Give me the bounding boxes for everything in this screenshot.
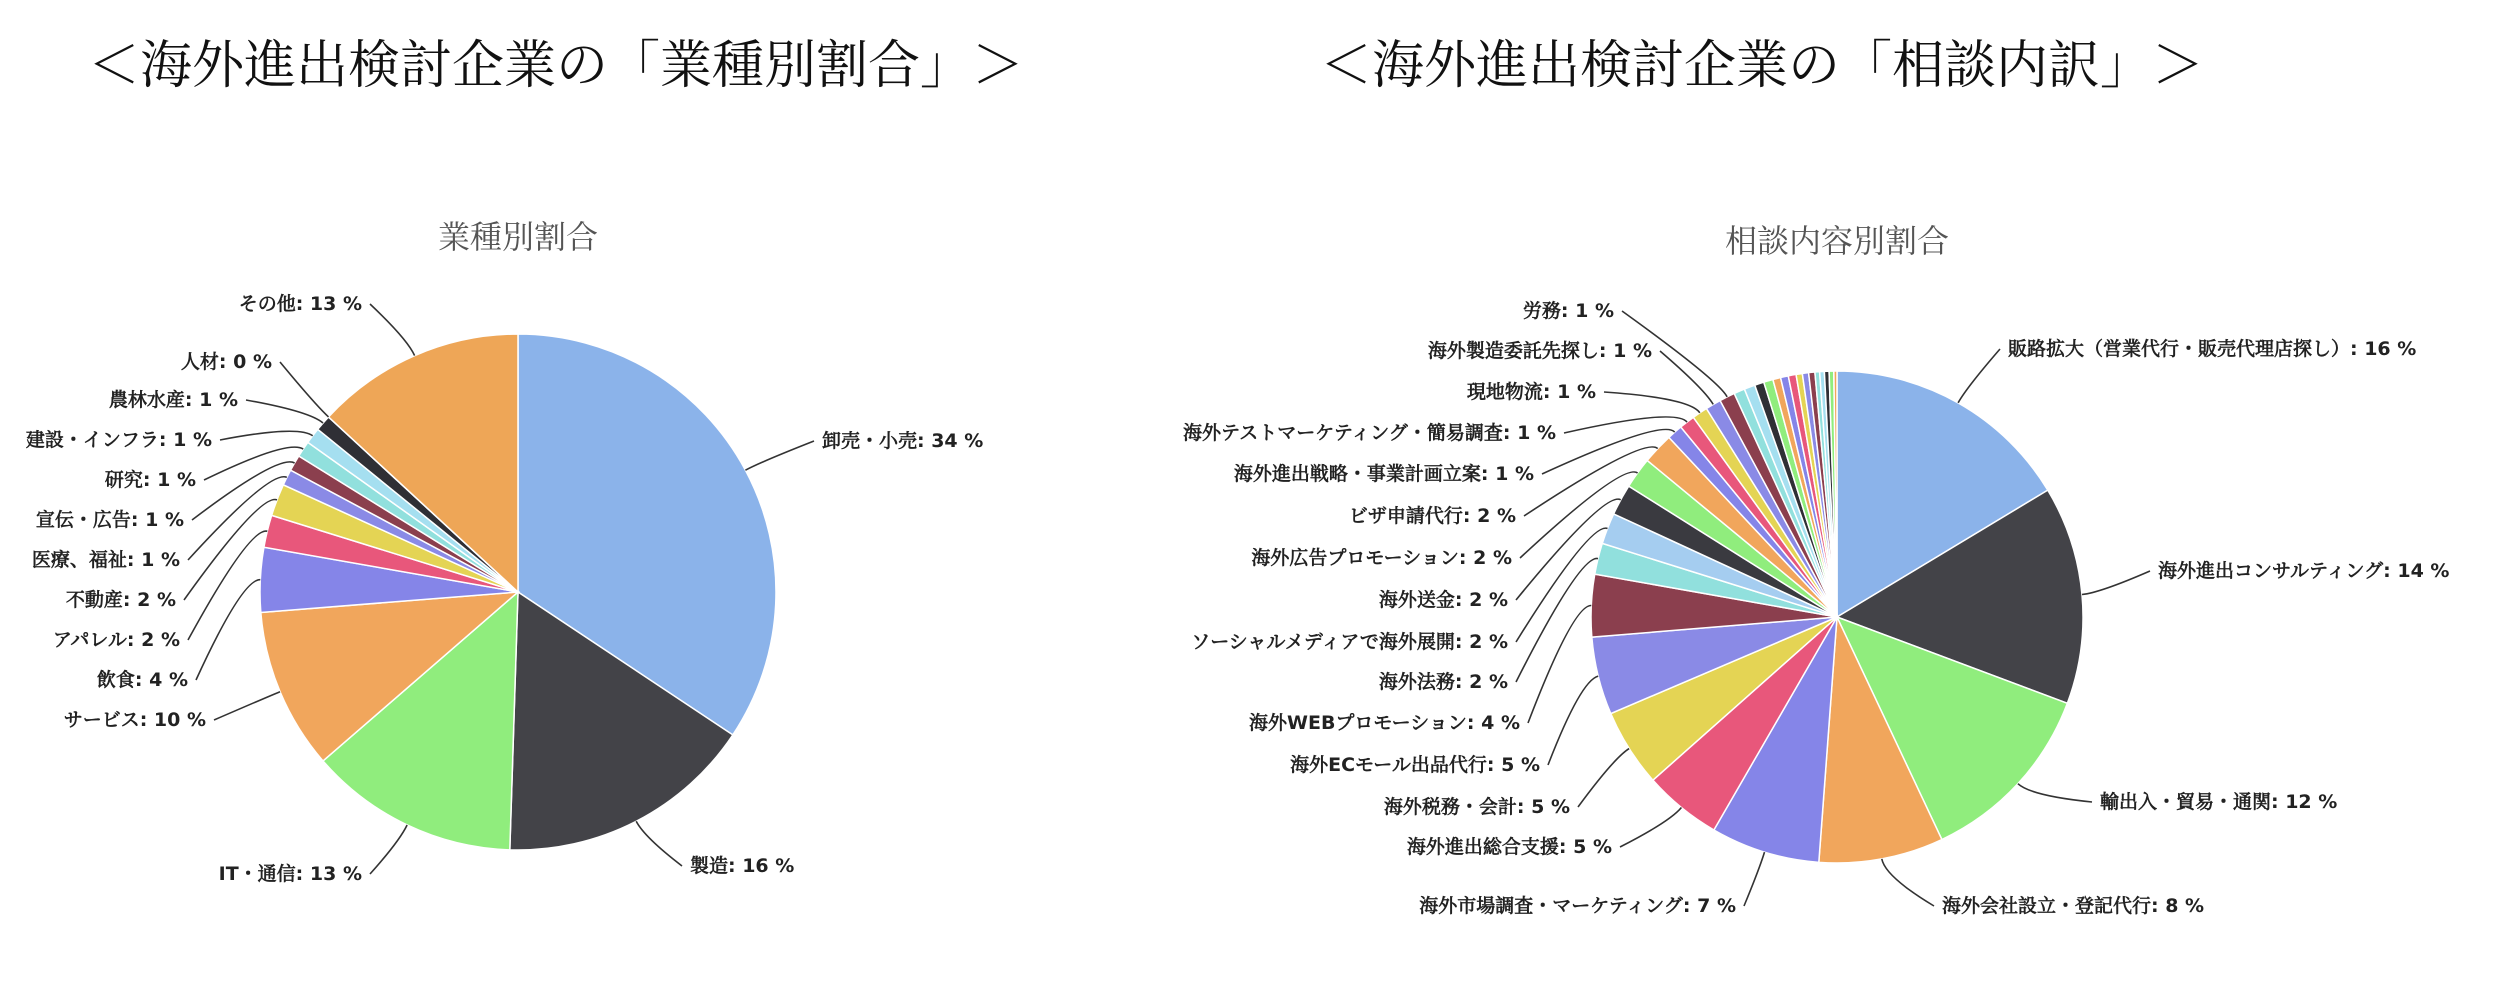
consultation-pie-chart [1183, 222, 2450, 917]
industry-pie-slices [260, 334, 776, 850]
industry-slice-label-4: 飲食: 4 % [96, 669, 188, 691]
consultation-slice-label-5: 海外進出総合支援: 5 % [1406, 836, 1612, 858]
consultation-slice-label-16: 現地物流: 1 % [1466, 381, 1596, 403]
right-heading: ＜海外進出検討企業の「相談内訳」＞ [1320, 36, 2205, 96]
consultation-leader-line-16 [1604, 392, 1700, 413]
consultation-slice-label-14: 海外進出戦略・事業計画立案: 1 % [1233, 463, 1534, 485]
industry-leader-line-10 [220, 431, 313, 440]
consultation-slice-label-18: 労務: 1 % [1522, 300, 1614, 322]
consultation-slice-label-3: 海外会社設立・登記代行: 8 % [1942, 895, 2205, 917]
industry-slice-label-8: 宣伝・広告: 1 % [35, 509, 184, 531]
industry-leader-line-2 [370, 825, 407, 874]
consultation-slice-label-17: 海外製造委託先探し: 1 % [1427, 340, 1652, 362]
consultation-slice-label-6: 海外税務・会計: 5 % [1383, 796, 1570, 818]
consultation-leader-line-0 [1958, 349, 2000, 403]
consultation-leader-line-9 [1516, 558, 1598, 682]
consultation-leader-line-1 [2082, 571, 2150, 595]
consultation-slice-label-13: ビザ申請代行: 2 % [1348, 505, 1516, 527]
consultation-slice-label-8: 海外WEBプロモーション: 4 % [1249, 712, 1520, 734]
industry-slice-label-0: 卸売・小売: 34 % [822, 430, 984, 452]
consultation-chart-title: 相談内容別割合 [1724, 222, 1950, 260]
consultation-slice-label-2: 輸出入・貿易・通関: 12 % [2100, 791, 2338, 813]
consultation-leader-line-3 [1882, 859, 1934, 906]
consultation-leader-line-6 [1578, 749, 1629, 807]
industry-slice-label-9: 研究: 1 % [104, 469, 196, 491]
industry-leader-line-3 [214, 692, 280, 720]
consultation-leader-line-5 [1620, 808, 1681, 848]
consultation-slice-label-11: 海外送金: 2 % [1378, 589, 1508, 611]
consultation-leader-line-4 [1744, 852, 1765, 906]
consultation-slice-label-7: 海外ECモール出品代行: 5 % [1290, 754, 1540, 776]
industry-leader-line-4 [196, 580, 260, 680]
industry-leader-line-1 [636, 821, 682, 866]
consultation-slice-label-0: 販路拡大（営業代行・販売代理店探し）: 16 % [2008, 338, 2417, 360]
consultation-pie-slices [1591, 371, 2083, 863]
consultation-slice-label-4: 海外市場調査・マーケティング: 7 % [1419, 895, 1736, 917]
consultation-slice-label-10: ソーシャルメディアで海外展開: 2 % [1191, 631, 1508, 653]
industry-slice-label-12: 人材: 0 % [180, 351, 272, 373]
consultation-slice-label-15: 海外テストマーケティング・簡易調査: 1 % [1182, 422, 1556, 444]
industry-slice-label-7: 医療、福祉: 1 % [31, 549, 180, 571]
left-heading: ＜海外進出検討企業の「業種別割合」＞ [88, 36, 1025, 96]
industry-slice-label-1: 製造: 16 % [690, 855, 795, 877]
industry-slice-label-11: 農林水産: 1 % [108, 389, 238, 411]
industry-chart-title: 業種別割合 [437, 218, 599, 256]
consultation-slice-label-1: 海外進出コンサルティング: 14 % [2158, 560, 2450, 582]
industry-leader-line-13 [370, 304, 415, 356]
industry-slice-label-3: サービス: 10 % [63, 709, 206, 731]
consultation-leader-line-2 [2018, 784, 2092, 802]
consultation-leader-line-15 [1564, 417, 1687, 433]
industry-pie-chart [26, 218, 983, 885]
industry-slice-label-13: その他: 13 % [238, 293, 362, 315]
industry-slice-label-6: 不動産: 2 % [65, 589, 176, 611]
consultation-leader-line-7 [1548, 676, 1598, 765]
industry-slice-label-5: アパレル: 2 % [52, 629, 180, 651]
industry-slice-label-10: 建設・インフラ: 1 % [25, 429, 212, 451]
consultation-leader-line-8 [1528, 605, 1591, 723]
consultation-slice-label-12: 海外広告プロモーション: 2 % [1251, 547, 1512, 569]
industry-slice-label-2: IT・通信: 13 % [218, 863, 362, 885]
consultation-slice-label-9: 海外法務: 2 % [1378, 671, 1508, 693]
industry-leader-line-0 [745, 441, 814, 470]
industry-leader-line-11 [246, 400, 323, 423]
